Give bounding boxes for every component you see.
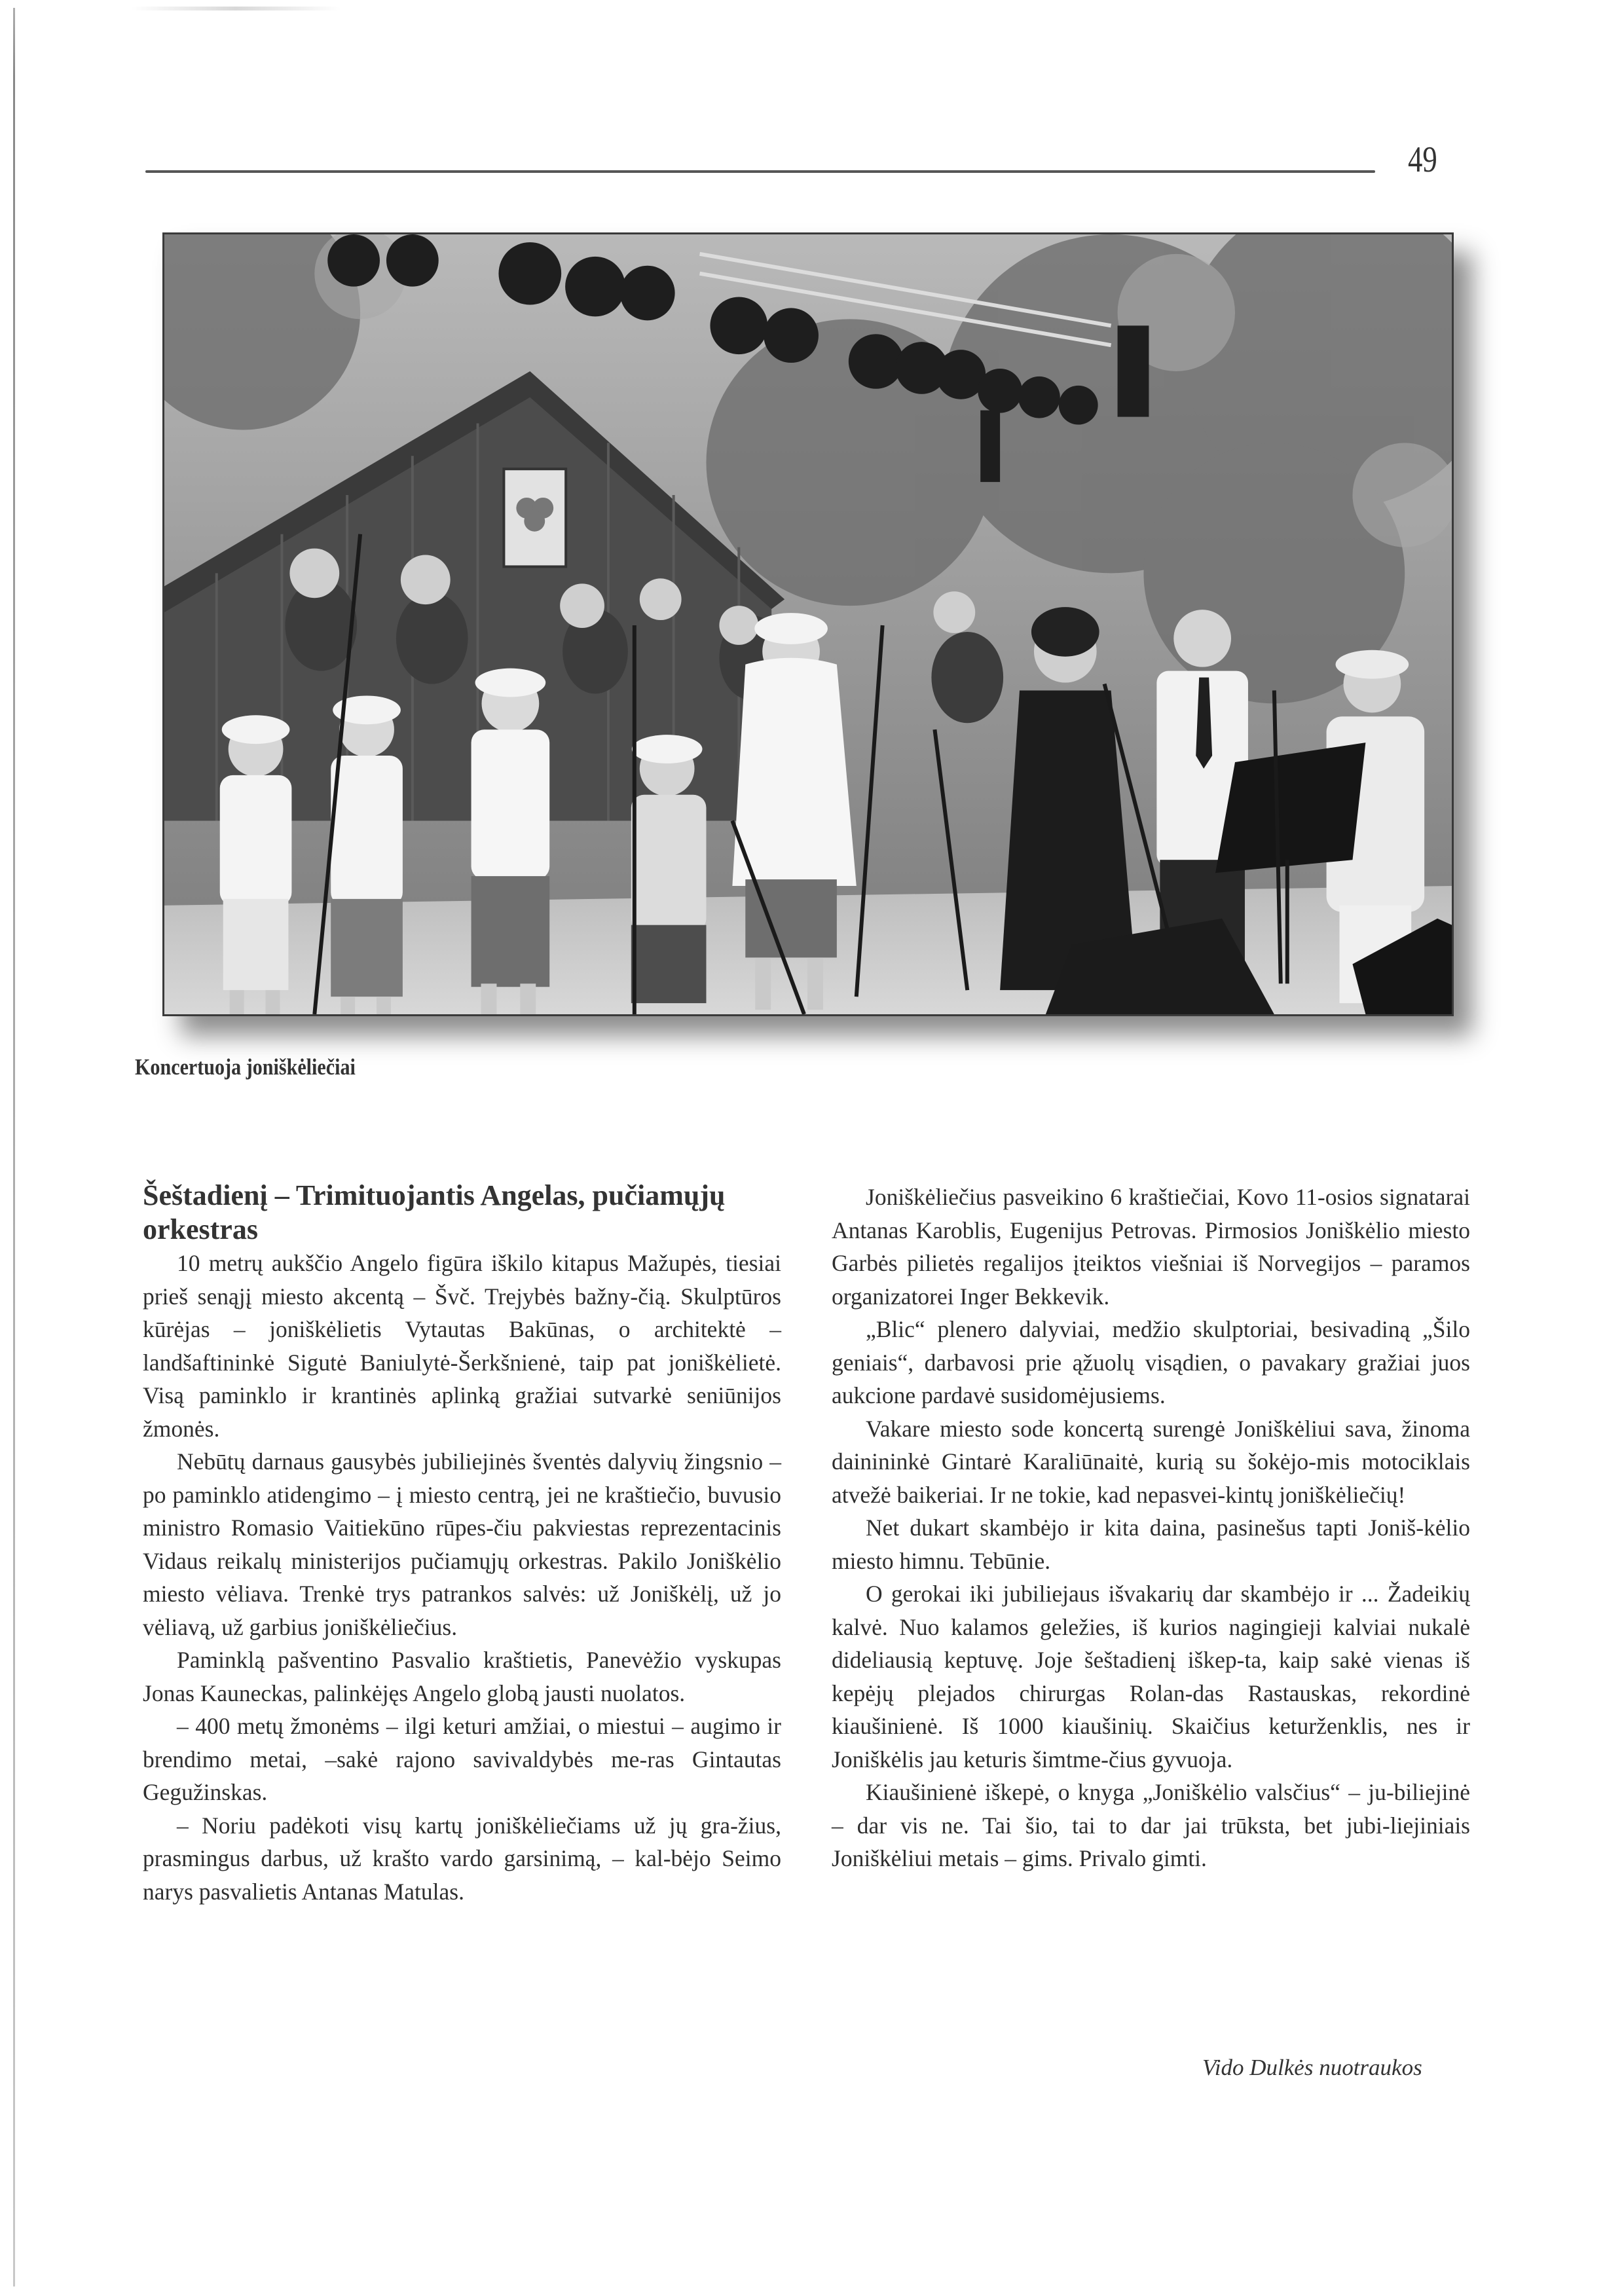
paragraph: Joniškėliečius pasveikino 6 kraštiečiai, Kovo 11-osios signatarai Antanas Karoblis, Eugenijus Petrovas. Pirmosios Joniškėlio miesto Garbės pilietės regalijos įteiktos viešniai iš Norvegijos – paramos organizatorei Inger Bekkevik. [832, 1184, 1470, 1310]
paragraph: Paminklą pašventino Pasvalio kraštietis, Panevėžio vyskupas Jonas Kauneckas, palinkėjęs Angelo globą jausti nuolatos. [143, 1647, 781, 1706]
paragraph: – Noriu padėkoti visų kartų joniškėliečiams už jų gra-žius, prasmingus darbus, už krašto vardo garsinimą, – kal-bėjo Seimo narys pasvalietis Antanas Matulas. [143, 1812, 781, 1905]
scan-smudge-artifact [131, 7, 341, 10]
page-number: 49 [1408, 139, 1437, 180]
choir-photo-illustration [164, 234, 1452, 1014]
paragraph: Nebūtų darnaus gausybės jubiliejinės šventės dalyvių žingsnio – po paminklo atidengimo – į miesto centrą, jei ne kraštiečio, buvusio ministro Romasio Vaitiekūno rūpes-čiu pakviestas reprezentacinis Vidaus reikalų ministerijos pučiamųjų orkestras. Pakilo Joniškėlio miesto vėliava. Trenkė trys patrankos salvės: už Joniškėlį, už jo vėliavą, už garbius joniškėliečius. [143, 1448, 781, 1640]
article-right-column [832, 1181, 1470, 1875]
paragraph: 10 metrų aukščio Angelo figūra iškilo kitapus Mažupės, tiesiai prieš senąjį miesto akcentą – Švč. Trejybės bažny-čią. Skulptūros kūrėjas – joniškėlietis Vytautas Bakūnas, o architektė – landšaftininkė Sigutė Baniulytė-Šerkšnienė, taip pat joniškėlietė. Visą paminklo ir krantinės aplinką gražiai sutvarkė seniūnijos žmonės. [143, 1250, 781, 1442]
photo-credit: Vido Dulkės nuotraukos [1202, 2055, 1422, 2080]
concert-photo [162, 232, 1454, 1016]
paragraph: O gerokai iki jubiliejaus išvakarių dar skambėjo ir ... Žadeikių kalvė. Nuo kalamos geležies, iš kurios nagingieji kalviai nukalė dideliausią keptuvę. Joje šeštadienį iškep-ta, kaip sakė vienas iš kepėjų plejados chirurgas Rolan-das Rastauskas, rekordinė kiaušinienė. Iš 1000 kiaušinių. Skaičius keturženklis, nes ir Joniškėlis jau keturis šimtme-čius gyvuoja. [832, 1581, 1470, 1772]
scan-edge-artifact [13, 8, 15, 2286]
article-title: Šeštadienį – Trimituojantis Angelas, pučiamųjų orkestras [143, 1179, 726, 1245]
paragraph: Vakare miesto sode koncertą surengė Joniškėliui sava, žinoma dainininkė Gintarė Karaliūnaitė, kurią su šokėjo-mis motociklais atvežė baikeriai. Ir ne tokie, kad nepasvei-kintų joniškėliečių! [832, 1415, 1470, 1508]
paragraph: „Blic“ plenero dalyviai, medžio skulptoriai, besivadiną „Šilo geniais“, darbavosi prie ąžuolų visądien, o pavakary gražiai juos aukcione pardavė susidomėjusiems. [832, 1316, 1470, 1408]
paragraph: – 400 metų žmonėms – ilgi keturi amžiai, o miestui – augimo ir brendimo metai, –sakė rajono savivaldybės me-ras Gintautas Gegužinskas. [143, 1713, 781, 1805]
paragraph: Net dukart skambėjo ir kita daina, pasinešus tapti Joniš-kėlio miesto himnu. Tebūnie. [832, 1515, 1470, 1574]
paragraph: Kiaušinienė iškepė, o knyga „Joniškėlio valsčius“ – ju-biliejinė – dar vis ne. Tai šio, tai to dar jai trūksta, bet jubi-liejiniais Joniškėliui metais – gims. Privalo gimti. [832, 1779, 1470, 1871]
photo-caption: Koncertuoja joniškėliečiai [135, 1054, 356, 1080]
article-left-column [143, 1179, 781, 1908]
header-rule [145, 170, 1375, 173]
